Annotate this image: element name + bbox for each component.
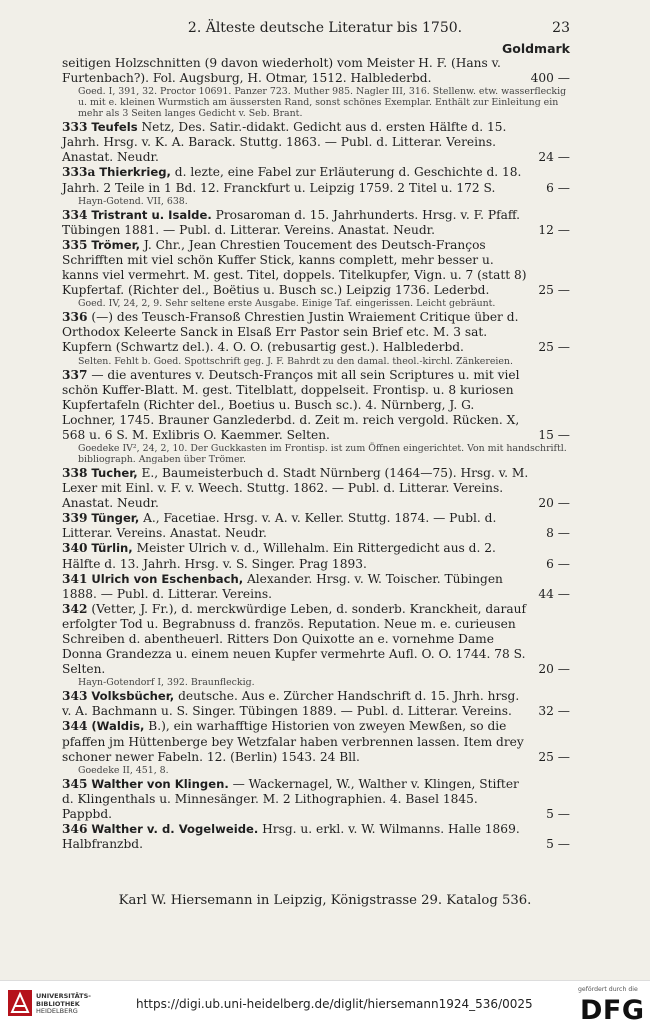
catalog-entry (62, 822, 570, 852)
entry-price: 400 — (527, 71, 570, 86)
entry-description: A., Facetiae. Hrsg. v. A. v. Keller. Stuttg. 1874. — Publ. d. Litterar. Vereins. Anastat. Neudr. (62, 511, 497, 541)
entry-author: Tünger, (91, 511, 140, 526)
library-name-line: UNIVERSITÄTS- (36, 992, 91, 1000)
entry-author: (Waldis, (91, 719, 145, 734)
page-number: 23 (552, 20, 570, 36)
entry-text (62, 466, 570, 511)
entry-text (62, 602, 570, 677)
entry-author: Teufels (91, 120, 138, 135)
entry-number: 338 (62, 465, 88, 480)
entry-author: Walther von Klingen. (91, 776, 229, 791)
entry-author: Tucher, (91, 465, 138, 480)
page-header (0, 20, 650, 40)
library-name-line: BIBLIOTHEK (36, 999, 80, 1008)
chapter-title: 2. Älteste deutsche Literatur bis 1750. (187, 20, 463, 36)
entry-note: Goedeke IV², 24, 2, 10. Der Guckkasten im Frontisp. ist zum Öffnen eingerichtet. Von mit handschriftl. bibliograph. Angaben über Trömer. (78, 442, 567, 465)
entry-note: Goed. IV, 24, 2, 9. Sehr seltene erste Ausgabe. Einige Taf. eingerissen. Leicht gebräunt. (78, 298, 496, 310)
entry-description: Hrsg. u. erkl. v. W. Wilmanns. Halle 1869. Halbfranzbd. (62, 822, 520, 852)
entry-description: (—) des Teusch-Fransoß Chrestien Justin Wraiement Critique über d. Orthodox Keleerte Sanck in Elsaß Err Pastor sein Brief etc. M. 3 sat. Kupfern (Schwartz del.). 4. O. O. (rebusartig gest.). Halblederbd. (62, 310, 519, 355)
entry-price: 25 — (534, 750, 570, 765)
catalog-entry (62, 466, 570, 511)
entry-text (62, 689, 570, 719)
entry-description: d. lezte, eine Fabel zur Erläuterung d. Geschichte d. 18. Jahrh. 2 Teile in 1 Bd. 12. Franckfurt u. Leipzig 1759. 2 Titel u. 172 S. (62, 165, 522, 195)
entry-number: 344 (62, 719, 88, 734)
entry-text (62, 822, 570, 852)
catalog-entry (62, 310, 570, 366)
entry-description: (Vetter, J. Fr.), d. merckwürdige Leben, d. sonderb. Kranckheit, darauf erfolgter Tod u. Begrabnuss d. französ. Reputation. Neue m. e. curieusen Schreiben d. abentheuerl. Ritters Don Quixotte an e. vornehme Dame Donna Grandezza u. einem neuen Kupfer vermehrte Aufl. O. O. 1744. 78 S. Selten. (62, 601, 526, 677)
entry-description: Meister Ulrich v. d., Willehalm. Ein Rittergedicht aus d. 2. Hälfte d. 13. Jahrh. Hrsg. v. S. Singer. Prag 1893. (62, 541, 496, 571)
entry-author: Volksbücher, (91, 689, 175, 704)
entry-number: 333 (62, 120, 88, 135)
entry-number: 334 (62, 207, 88, 222)
entry-number: 346 (62, 822, 88, 837)
entry-price: 6 — (542, 181, 570, 196)
entry-number: 341 (62, 571, 88, 586)
entry-text (62, 719, 570, 764)
entry-text (62, 777, 570, 822)
entry-price: 24 — (534, 150, 570, 165)
entry-number: 345 (62, 776, 88, 791)
entry-note: Hayn-Gotendorf I, 392. Braunfleckig. (78, 677, 255, 689)
entry-number: 335 (62, 237, 88, 252)
entry-number: 343 (62, 689, 88, 704)
entry-price: 20 — (534, 496, 570, 511)
entry-number: 336 (62, 310, 88, 325)
catalog-entry (62, 238, 570, 309)
entry-text (62, 572, 570, 602)
catalog-entry (62, 572, 570, 602)
dfg-logo: DFG (580, 995, 645, 1026)
catalog-entry (62, 511, 570, 541)
entry-author: Tristrant u. Isalde. (91, 207, 212, 222)
entry-number: 342 (62, 601, 88, 616)
entry-note: Goedeke II, 451, 8. (78, 764, 169, 776)
library-name-line: HEIDELBERG (36, 1007, 78, 1015)
catalog-entry (62, 602, 570, 688)
entry-description: J. Chr., Jean Chrestien Toucement des Deutsch-Franços Schrifften mit viel schön Kuffer Stick, kanns complett, mehr besser u. kanns viel vermehrt. M. gest. Titel, doppels. Titelkupfer, Vign. u. 7 (statt 8) Kupfertaf. (Richter del., Boëtius u. Busch sc.) Leipzig 1736. Lederbd. (62, 237, 527, 298)
entry-note: Selten. Fehlt b. Goed. Spottschrift geg. J. F. Bahrdt zu den damal. theol.-kirchl. Zänkereien. (78, 355, 513, 367)
entry-text (62, 541, 570, 571)
entry-text (62, 208, 570, 238)
entry-author: Ulrich von Eschenbach, (91, 571, 244, 586)
entry-price: 12 — (534, 223, 570, 238)
entry-price: 44 — (534, 587, 570, 602)
entry-description: — die aventures v. Deutsch-Franços mit all sein Scriptures u. mit viel schön Kuffer-Blatt. M. gest. Titelblatt, doppelseit. Frontisp. u. 8 kuriosen Kupfertafeln (Richter del., Boetius u. Busch sc.). 4. Nürnberg, J. G. Lochner, 1745. Brauner Ganzlederbd. d. Zeit m. reich vergold. Rücken. X, 568 u. 6 S. M. Exlibris O. Kaemmer. Selten. (62, 367, 520, 442)
entry-description: B.), ein warhafftige Historien von zweyen Mewßen, so die pfaffen jm Hüttenberge bey Wetzfalar haben verbrennen lassen. Item drey schoner newer Fabeln. 12. (Berlin) 1543. 24 Bll. (62, 719, 524, 764)
entry-price: 32 — (534, 704, 570, 719)
entry-description: deutsche. Aus e. Zürcher Handschrift d. 15. Jhrh. hrsg. v. A. Bachmann u. S. Singer. Tübingen 1889. — Publ. d. Litterar. Vereins. (62, 689, 520, 719)
entry-price: 25 — (534, 340, 570, 355)
entry-text (62, 310, 570, 355)
entry-description: — Wackernagel, W., Walther v. Klingen, Stifter d. Klingenthals u. Minnesänger. M. 2 Lithographien. 4. Basel 1845. Pappbd. (62, 776, 519, 821)
running-head: Goldmark (501, 41, 570, 56)
entry-text (62, 368, 570, 443)
entry-description: E., Baumeisterbuch d. Stadt Nürnberg (1464—75). Hrsg. v. M. Lexer mit Einl. v. F. v. Weech. Stuttg. 1862. — Publ. d. Litterar. Vereins. Anastat. Neudr. (62, 465, 529, 511)
catalog-entry (62, 719, 570, 775)
entry-number: 337 (62, 367, 88, 382)
entry-price: 25 — (534, 283, 570, 298)
entry-description: Prosaroman d. 15. Jahrhunderts. Hrsg. v. F. Pfaff. Tübingen 1881. — Publ. d. Litterar. Vereins. Anastat. Neudr. (62, 207, 520, 237)
entry-price: 15 — (534, 428, 570, 443)
dfg-caption: gefördert durch die (578, 986, 638, 993)
entry-price: 8 — (542, 526, 570, 541)
entry-text (62, 165, 570, 195)
entry-price: 6 — (542, 557, 570, 572)
entry-text (62, 56, 570, 86)
entry-text (62, 511, 570, 541)
entry-author: Walther v. d. Vogelweide. (91, 822, 259, 837)
entry-description: Netz, Des. Satir.-didakt. Gedicht aus d. ersten Hälfte d. 15. Jahrh. Hrsg. v. K. A. Barack. Stuttg. 1863. — Publ. d. Litterar. Vereins. Anastat. Neudr. (62, 120, 507, 165)
catalog-entry (62, 120, 570, 165)
entry-number: 339 (62, 511, 88, 526)
entry-note: Hayn-Gotend. VII, 638. (78, 195, 188, 207)
entry-price: 5 — (542, 807, 570, 822)
catalog-entry (62, 56, 570, 119)
catalog-entry (62, 541, 570, 571)
entry-price: 5 — (542, 837, 570, 852)
library-name (36, 993, 91, 1016)
permalink[interactable]: https://digi.ub.uni-heidelberg.de/diglit/hiersemann1924_536/0025 (136, 997, 533, 1011)
catalog-entry (62, 208, 570, 238)
entry-description: Alexander. Hrsg. v. W. Toischer. Tübingen 1888. — Publ. d. Litterar. Vereins. (62, 571, 503, 601)
catalog-entry (62, 689, 570, 719)
entry-author: Trömer, (91, 237, 141, 252)
entry-text (62, 120, 570, 165)
entry-number: 340 (62, 541, 88, 556)
entry-author: Türlin, (91, 541, 133, 556)
entry-price: 20 — (534, 662, 570, 677)
entry-text (62, 238, 570, 298)
catalog-entry (62, 165, 570, 206)
entry-number: 333a (62, 165, 96, 180)
university-library-logo (6, 988, 34, 1018)
entry-note: Goed. I, 391, 32. Proctor 10691. Panzer 723. Muther 985. Nagler III, 316. Stellenw. etw. wasserfleckig u. mit e. kleinen Wurmstich am äussersten Rand, sonst schönes Exemplar. Enthält zur Einleitung ein mehr als 3 Seiten langes Gedicht v. Seb. Brant. (78, 86, 567, 120)
catalog-entry (62, 777, 570, 822)
catalog-entry (62, 368, 570, 465)
entry-author: Thierkrieg, (99, 165, 171, 180)
entry-list (62, 56, 570, 852)
entry-description: seitigen Holzschnitten (9 davon wiederholt) vom Meister H. F. (Hans v. Furtenbach?). Fol. Augsburg, H. Otmar, 1512. Halblederbd. (62, 56, 501, 86)
publisher-footer: Karl W. Hiersemann in Leipzig, Königstrasse 29. Katalog 536. (118, 893, 532, 908)
